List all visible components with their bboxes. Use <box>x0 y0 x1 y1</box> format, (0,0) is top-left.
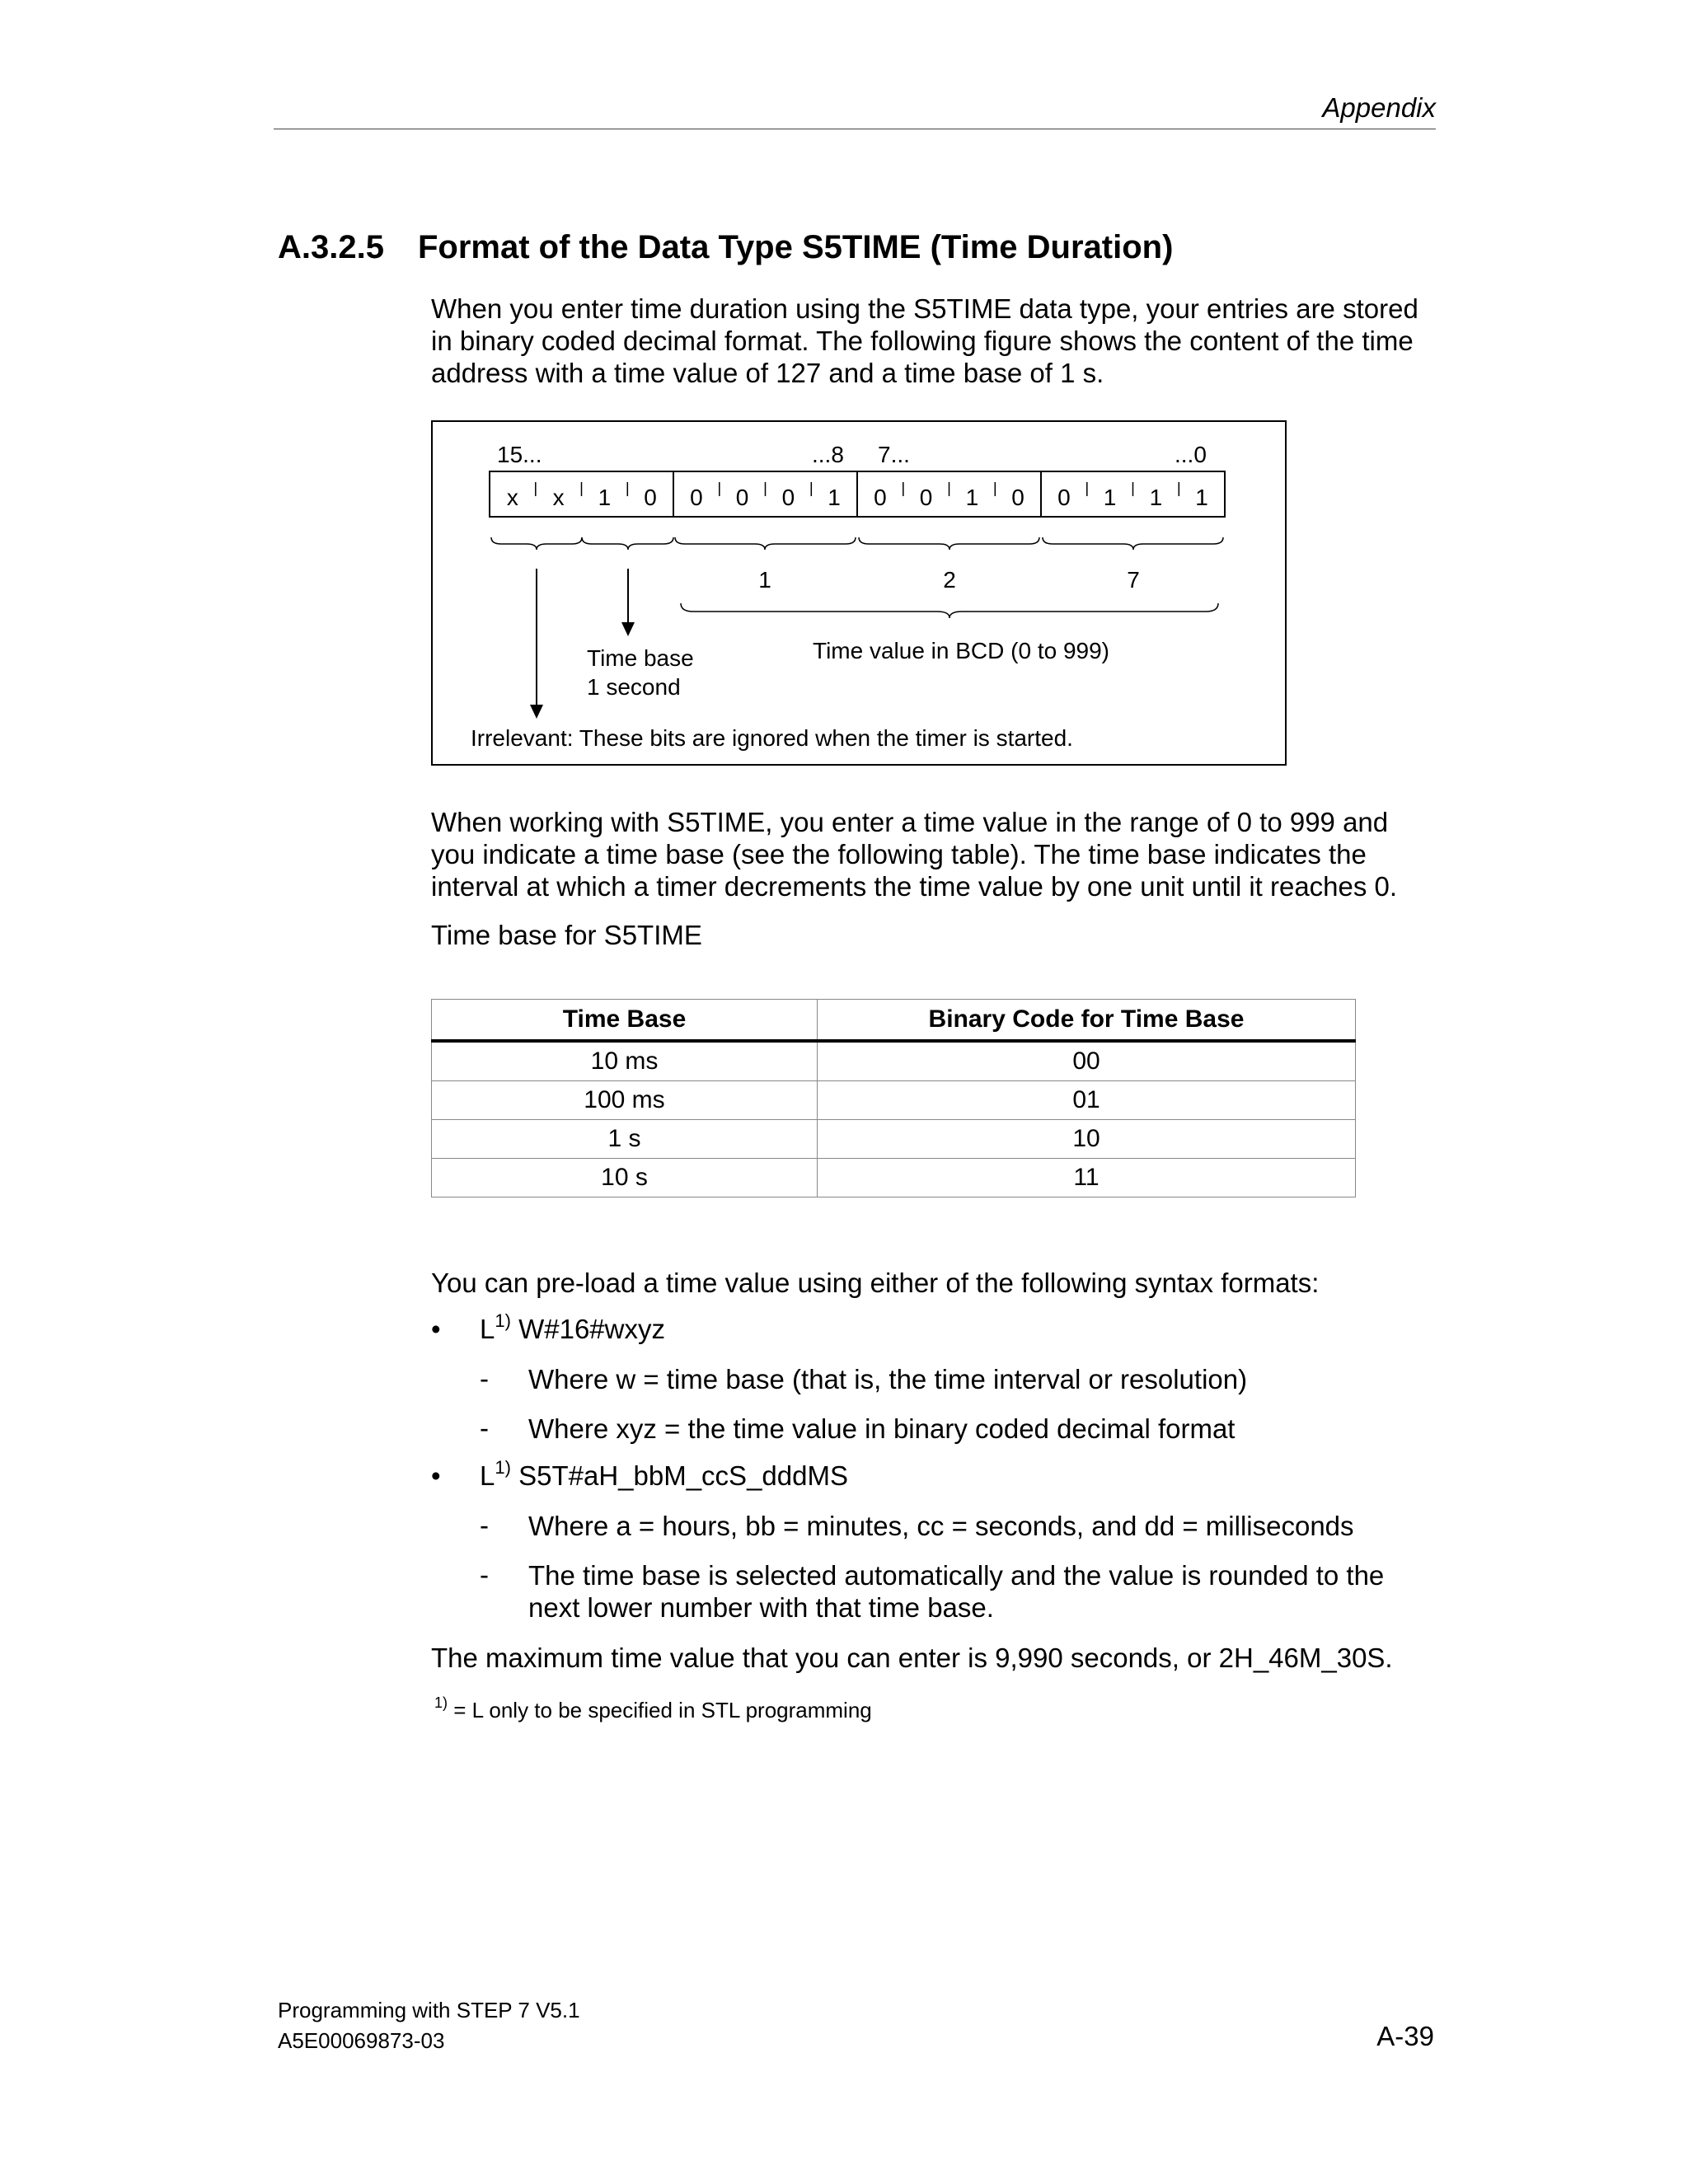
table-caption: Time base for S5TIME <box>431 920 702 950</box>
syntax-intro: You can pre-load a time value using either of the following syntax formats: <box>431 1268 1320 1298</box>
irrelevant-note: Irrelevant: These bits are ignored when the timer is started. <box>471 725 1073 751</box>
bit-cell: 0 <box>1011 485 1025 510</box>
time-base-arrow <box>621 569 635 636</box>
bit-cell: 1 <box>828 485 841 510</box>
syntax-format-hex: $L^{1)}$ W#16#wxyz <box>480 1310 665 1344</box>
footer-title: Programming with STEP 7 V5.1 <box>278 1998 580 2022</box>
bit-register <box>490 471 1225 517</box>
footnote: $^{1)}$ = L only to be specified in STL programming <box>434 1694 872 1722</box>
bit-cell: 0 <box>1057 485 1071 510</box>
binary-code-cell: 00 <box>818 1041 1356 1081</box>
bit-label-7: 7... <box>878 442 910 467</box>
bit-cell: 0 <box>735 485 749 510</box>
header-time-base: Time Base <box>432 1000 818 1042</box>
time-base-value: 1 second <box>587 674 681 700</box>
dash-marker: - <box>480 1413 489 1443</box>
s5time-bit-diagram <box>431 420 1287 766</box>
binary-code-cell: 01 <box>818 1081 1356 1120</box>
time-base-cell: 1 s <box>432 1120 818 1159</box>
bit-cell: x <box>552 485 565 510</box>
table-row <box>432 1041 1356 1081</box>
table-row <box>432 1120 1356 1159</box>
bit-cell: 1 <box>1195 485 1208 510</box>
bit-cell: 1 <box>1103 485 1117 510</box>
time-value-label: Time value in BCD (0 to 999) <box>813 638 1109 663</box>
table-header-row <box>432 1000 1356 1042</box>
time-base-cell: 100 ms <box>432 1081 818 1120</box>
bit-cell: 0 <box>644 485 657 510</box>
irrelevant-arrow <box>530 569 543 719</box>
sub-item: The time base is selected automatically and the value is rounded to the next lower number with that time base. <box>528 1560 1385 1623</box>
footer-doc-number: A5E00069873-03 <box>278 2028 445 2053</box>
time-base-cell: 10 s <box>432 1159 818 1197</box>
syntax-format-s5t: $L^{1)}$ S5T#aH_bbM_ccS_dddMS <box>480 1457 848 1491</box>
time-base-label: Time base <box>587 645 694 671</box>
footnote-marker: 1) <box>434 1694 448 1711</box>
header-binary-code: Binary Code for Time Base <box>818 1000 1356 1042</box>
max-value-paragraph: The maximum time value that you can enter is 9,990 seconds, or 2H_46M_30S. <box>431 1643 1393 1673</box>
time-base-table <box>431 999 1356 1197</box>
bcd-digit-tens: 2 <box>943 567 956 593</box>
page-number: A-39 <box>1376 2021 1434 2051</box>
binary-code-cell: 10 <box>818 1120 1356 1159</box>
time-base-paragraph: When working with S5TIME, you enter a time value in the range of 0 to 999 and you indicate a time base (see the following table). The time base indicates the interval at which a timer decrements the time value by one unit until it reaches 0. <box>431 807 1398 902</box>
bcd-digit-hundreds: 1 <box>758 567 771 593</box>
intro-paragraph: When you enter time duration using the S5TIME data type, your entries are stored in binary coded decimal format. The following figure shows the content of the time address with a time value of 127 and a time base of 1 s. <box>431 293 1418 388</box>
sub-item: Where a = hours, bb = minutes, cc = seconds, and dd = milliseconds <box>528 1511 1354 1541</box>
bit-cell: 1 <box>1149 485 1163 510</box>
footnote-ref: 1) <box>495 1310 511 1331</box>
dash-marker: - <box>480 1363 489 1394</box>
sub-item: Where w = time base (that is, the time interval or resolution) <box>528 1364 1248 1394</box>
dash-marker: - <box>480 1559 489 1590</box>
table-row <box>432 1081 1356 1120</box>
bit-cell: 0 <box>919 485 933 510</box>
bit-cell: 1 <box>598 485 612 510</box>
group-braces <box>491 537 1223 618</box>
table-row <box>432 1159 1356 1197</box>
bit-label-0: ...0 <box>1175 442 1207 467</box>
bit-cell: x <box>506 485 518 510</box>
bit-label-15: 15... <box>497 442 542 467</box>
section-title: Format of the Data Type S5TIME (Time Duration) <box>418 229 1174 265</box>
binary-code-cell: 11 <box>818 1159 1356 1197</box>
bit-cell: 0 <box>874 485 887 510</box>
bit-cell: 1 <box>965 485 979 510</box>
figure-frame <box>432 421 1286 765</box>
bcd-digit-ones: 7 <box>1127 567 1140 593</box>
running-header: Appendix <box>1322 92 1436 123</box>
bit-cell: 0 <box>690 485 703 510</box>
bullet-marker: • <box>431 1314 441 1344</box>
dash-marker: - <box>480 1510 489 1540</box>
bit-cell: 0 <box>781 485 795 510</box>
time-base-cell: 10 ms <box>432 1041 818 1081</box>
footnote-ref: 1) <box>495 1457 511 1478</box>
section-number: A.3.2.5 <box>278 229 384 265</box>
sub-item: Where xyz = the time value in binary coded decimal format <box>528 1413 1236 1444</box>
bit-label-8: ...8 <box>812 442 844 467</box>
bullet-marker: • <box>431 1460 441 1491</box>
